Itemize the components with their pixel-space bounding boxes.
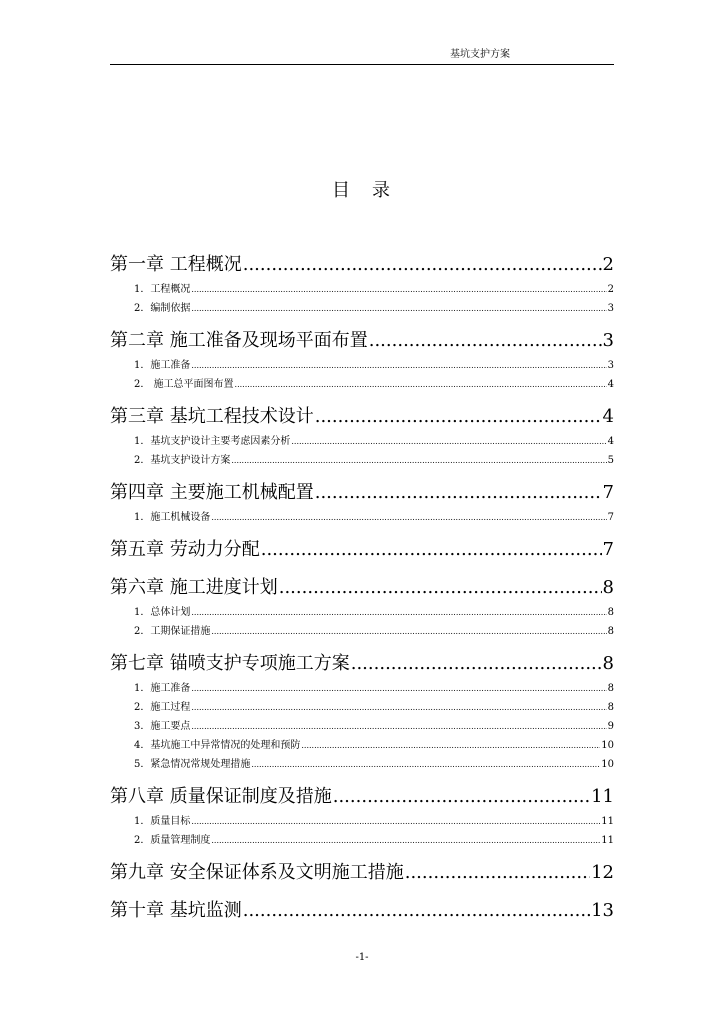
toc-entry-page: 7	[602, 539, 614, 560]
dot-leader	[191, 299, 606, 318]
toc-entry-title: 4．基坑施工中异常情况的处理和预防	[134, 740, 301, 751]
dot-leader	[351, 649, 602, 679]
toc-entry-page: 8	[607, 683, 614, 694]
dot-leader	[279, 573, 602, 603]
dot-leader	[405, 858, 590, 888]
toc-chapter-entry[interactable]	[110, 782, 614, 812]
toc-chapter-entry[interactable]	[110, 326, 614, 356]
dot-leader	[191, 812, 600, 831]
toc-section-entry[interactable]	[110, 356, 614, 375]
document-title: 目 录	[332, 180, 392, 201]
dot-leader	[301, 736, 600, 755]
page-number: -1-	[355, 952, 369, 963]
toc-entry-title: 2．施工过程	[134, 702, 191, 713]
toc-section-entry[interactable]	[110, 736, 614, 755]
header-title: 基坑支护方案	[450, 49, 510, 60]
toc-entry-title: 1．质量目标	[134, 816, 191, 827]
toc-chapter-entry[interactable]	[110, 535, 614, 565]
toc-section-entry[interactable]	[110, 679, 614, 698]
toc-entry-page: 8	[607, 702, 614, 713]
toc-entry-title: 1．工程概况	[134, 284, 191, 295]
table-of-contents	[110, 250, 614, 926]
toc-section-entry[interactable]	[110, 432, 614, 451]
toc-entry-page: 7	[607, 512, 614, 523]
toc-entry-title: 2．基坑支护设计方案	[134, 455, 231, 466]
dot-leader	[333, 782, 590, 812]
dot-leader	[235, 375, 607, 394]
toc-entry-page: 4	[607, 436, 614, 447]
toc-entry-page: 11	[591, 786, 614, 807]
toc-chapter-entry[interactable]	[110, 402, 614, 432]
toc-entry-page: 2	[607, 284, 614, 295]
toc-entry-title: 1．总体计划	[134, 607, 191, 618]
dot-leader	[191, 280, 606, 299]
toc-section-entry[interactable]	[110, 508, 614, 527]
toc-entry-page: 4	[607, 379, 614, 390]
toc-entry-title: 2．编制依据	[134, 303, 191, 314]
toc-entry-page: 5	[607, 455, 614, 466]
toc-entry-page: 3	[602, 330, 614, 351]
dot-leader	[191, 603, 606, 622]
toc-chapter-entry[interactable]	[110, 250, 614, 280]
toc-entry-title: 第九章 安全保证体系及文明施工措施	[110, 862, 404, 883]
toc-entry-page: 9	[607, 721, 614, 732]
toc-entry-page: 2	[602, 254, 614, 275]
toc-entry-title: 第三章 基坑工程技术设计	[110, 406, 314, 427]
toc-entry-page: 11	[601, 816, 614, 827]
toc-entry-title: 第一章 工程概况	[110, 254, 242, 275]
toc-entry-title: 5．紧急情况常规处理措施	[134, 759, 251, 770]
toc-section-entry[interactable]	[110, 375, 614, 394]
toc-chapter-entry[interactable]	[110, 478, 614, 508]
toc-chapter-entry[interactable]	[110, 896, 614, 926]
toc-section-entry[interactable]	[110, 299, 614, 318]
toc-section-entry[interactable]	[110, 280, 614, 299]
toc-section-entry[interactable]	[110, 755, 614, 774]
toc-entry-title: 2． 施工总平面图布置	[134, 379, 234, 390]
toc-section-entry[interactable]	[110, 451, 614, 470]
toc-entry-title: 第八章 质量保证制度及措施	[110, 786, 332, 807]
toc-entry-page: 13	[591, 900, 614, 921]
page-header	[110, 46, 614, 65]
dot-leader	[191, 679, 606, 698]
toc-entry-title: 1．施工准备	[134, 360, 191, 371]
toc-section-entry[interactable]	[110, 831, 614, 850]
toc-entry-page: 8	[602, 577, 614, 598]
dot-leader	[291, 432, 606, 451]
toc-entry-title: 1．施工准备	[134, 683, 191, 694]
toc-chapter-entry[interactable]	[110, 573, 614, 603]
toc-entry-title: 1．施工机械设备	[134, 512, 211, 523]
dot-leader	[251, 755, 600, 774]
dot-leader	[231, 451, 606, 470]
toc-section-entry[interactable]	[110, 622, 614, 641]
dot-leader	[191, 698, 606, 717]
toc-entry-page: 4	[602, 406, 614, 427]
toc-entry-title: 1．基坑支护设计主要考虑因素分析	[134, 436, 291, 447]
toc-entry-title: 3．施工要点	[134, 721, 191, 732]
toc-chapter-entry[interactable]	[110, 649, 614, 679]
toc-entry-title: 第七章 锚喷支护专项施工方案	[110, 653, 350, 674]
dot-leader	[191, 717, 606, 736]
toc-entry-title: 第五章 劳动力分配	[110, 539, 260, 560]
toc-entry-title: 第四章 主要施工机械配置	[110, 482, 314, 503]
toc-section-entry[interactable]	[110, 812, 614, 831]
dot-leader	[369, 326, 602, 356]
toc-entry-page: 8	[602, 653, 614, 674]
toc-section-entry[interactable]	[110, 603, 614, 622]
dot-leader	[191, 356, 606, 375]
toc-entry-title: 第二章 施工准备及现场平面布置	[110, 330, 368, 351]
toc-entry-page: 3	[607, 303, 614, 314]
toc-entry-page: 10	[601, 740, 614, 751]
toc-chapter-entry[interactable]	[110, 858, 614, 888]
toc-entry-page: 11	[601, 835, 614, 846]
dot-leader	[243, 250, 602, 280]
toc-section-entry[interactable]	[110, 698, 614, 717]
toc-entry-title: 第六章 施工进度计划	[110, 577, 278, 598]
toc-entry-page: 8	[607, 626, 614, 637]
toc-entry-page: 8	[607, 607, 614, 618]
dot-leader	[243, 896, 590, 926]
toc-entry-title: 2．质量管理制度	[134, 835, 211, 846]
toc-section-entry[interactable]	[110, 717, 614, 736]
dot-leader	[261, 535, 602, 565]
toc-entry-page: 12	[591, 862, 614, 883]
dot-leader	[211, 622, 606, 641]
toc-entry-title: 第十章 基坑监测	[110, 900, 242, 921]
dot-leader	[315, 402, 602, 432]
toc-entry-title: 2．工期保证措施	[134, 626, 211, 637]
dot-leader	[211, 508, 606, 527]
toc-entry-page: 3	[607, 360, 614, 371]
dot-leader	[315, 478, 602, 508]
dot-leader	[211, 831, 600, 850]
toc-entry-page: 10	[601, 759, 614, 770]
toc-entry-page: 7	[602, 482, 614, 503]
